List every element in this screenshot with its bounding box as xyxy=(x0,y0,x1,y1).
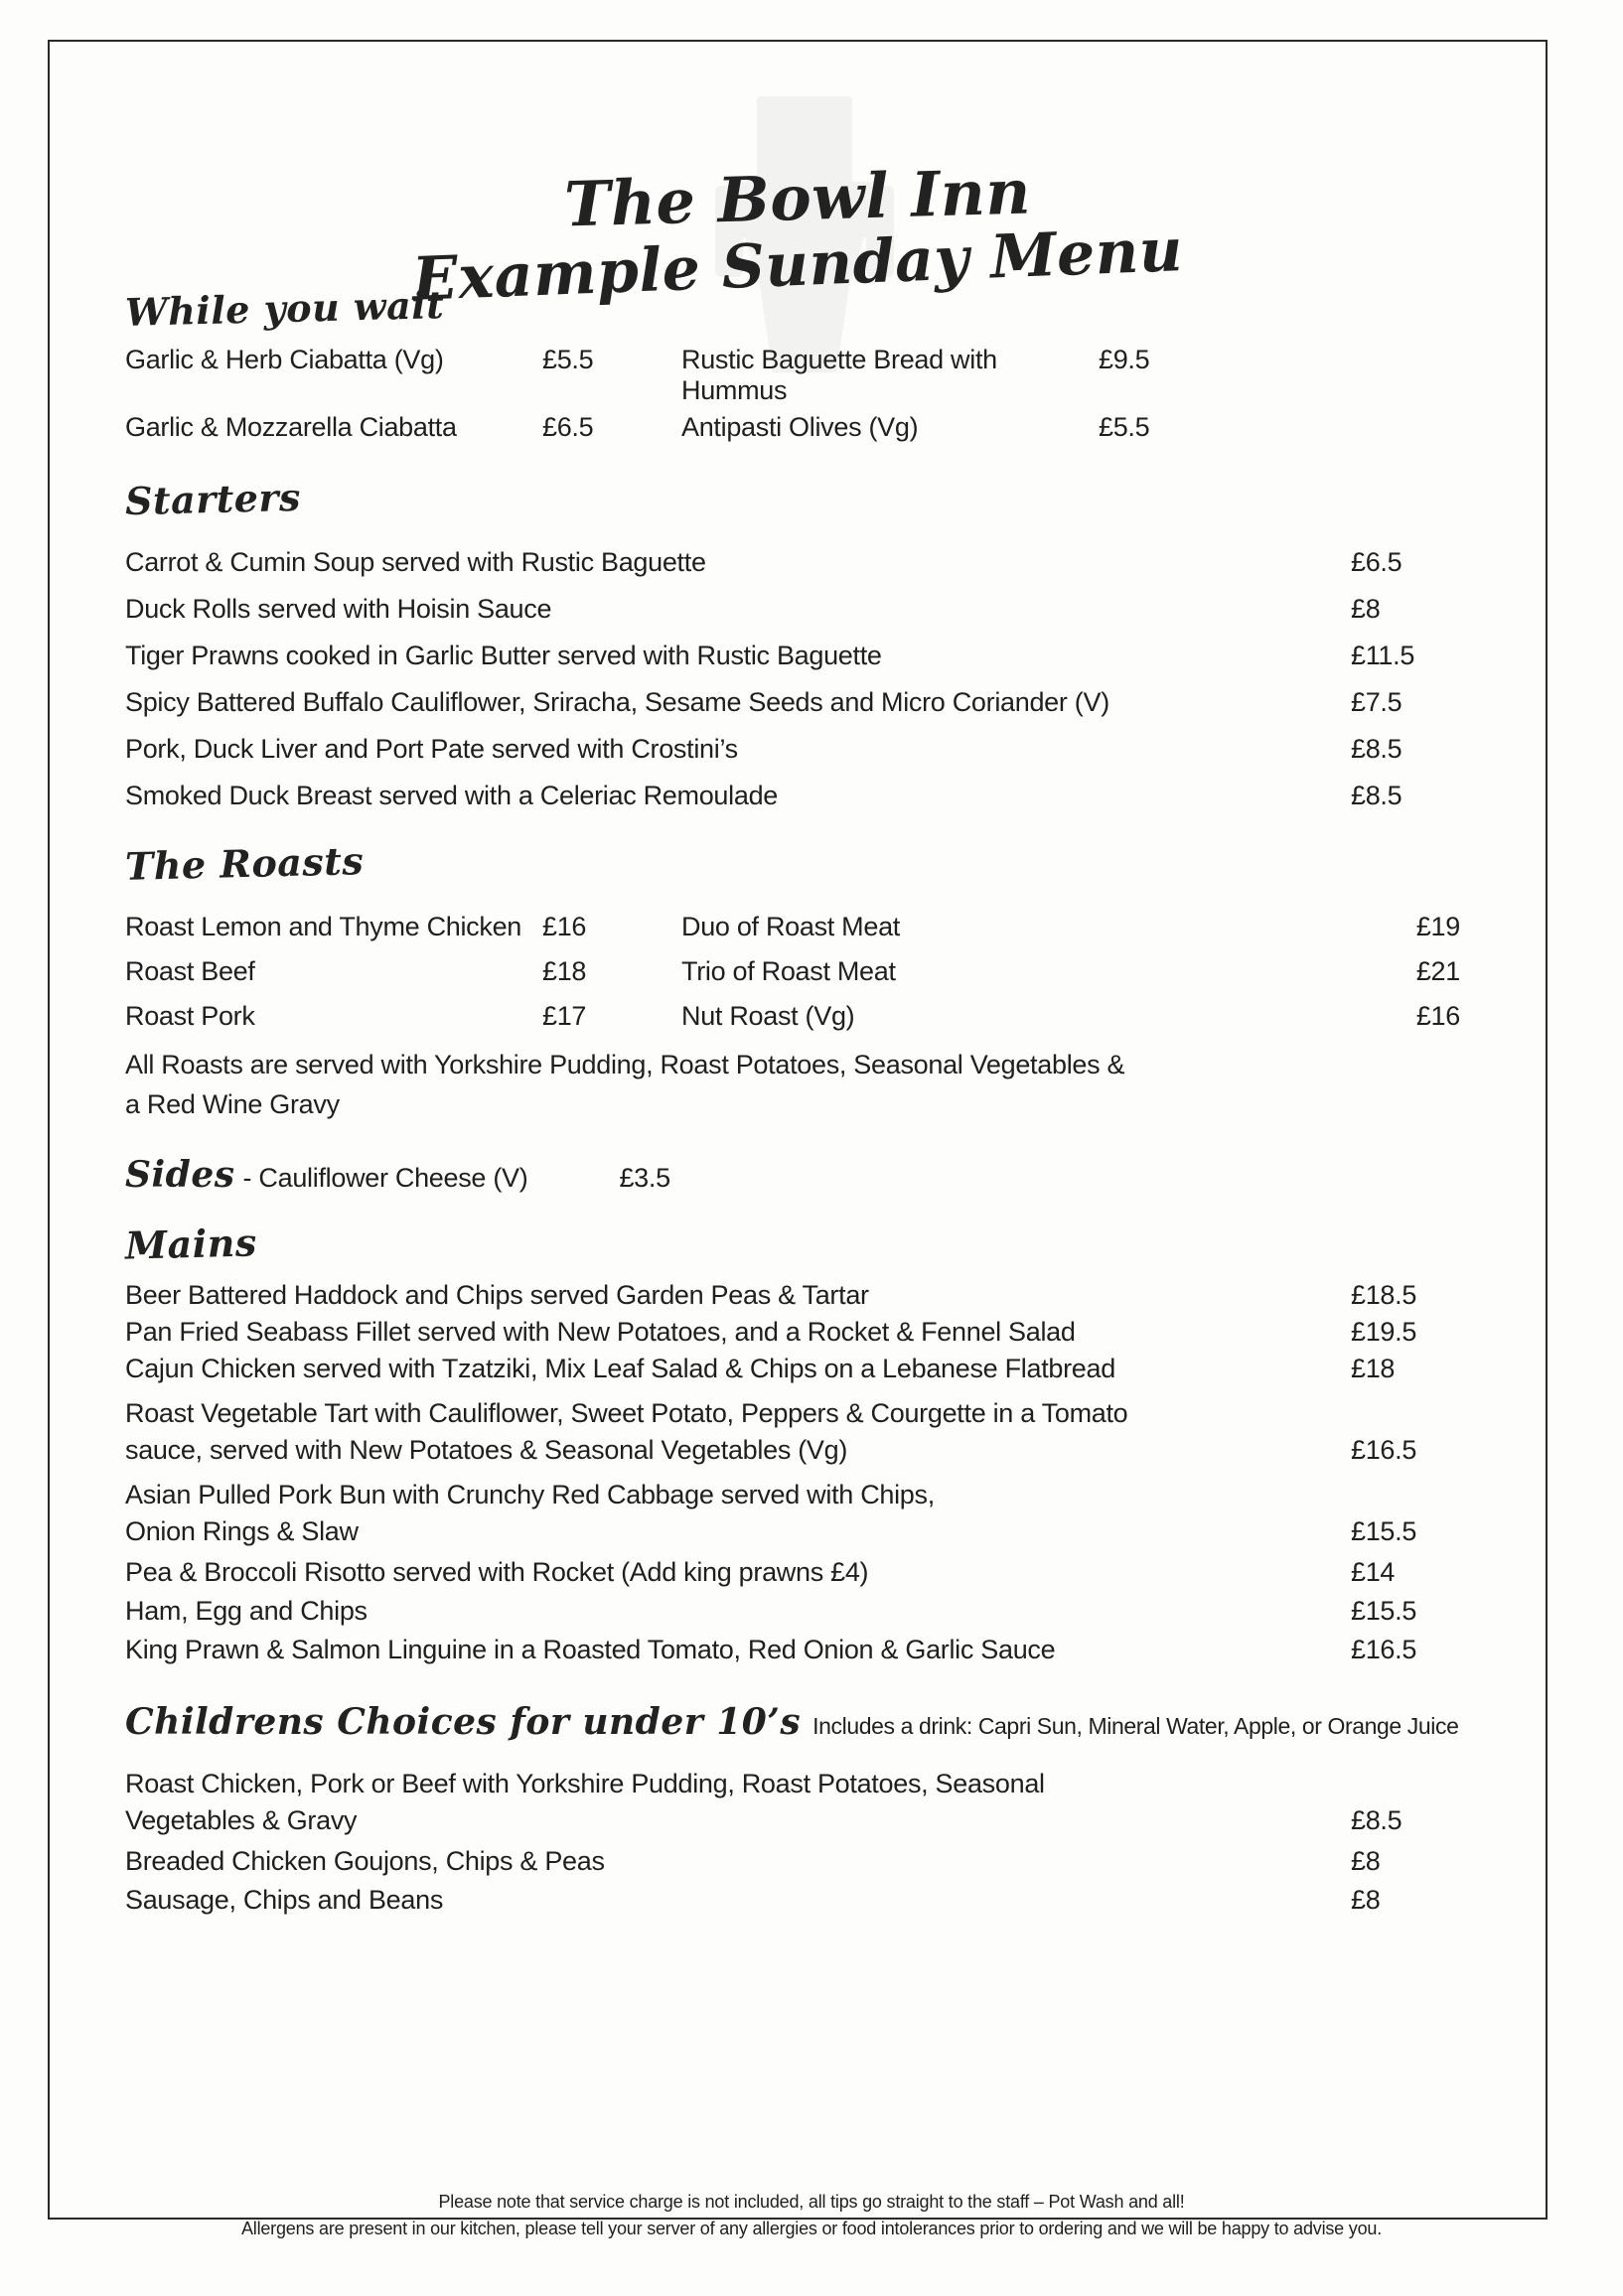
childrens-drink-note: Includes a drink: Capri Sun, Mineral Water, Apple, or Orange Juice xyxy=(812,1712,1459,1739)
menu-item-name: Roast Pork xyxy=(125,1001,255,1032)
menu-item-price: £18 xyxy=(1351,1353,1396,1383)
menu-item-price: £16 xyxy=(542,912,587,942)
menu-row xyxy=(125,641,1470,671)
menu-row xyxy=(125,1557,1470,1588)
section-sides xyxy=(125,1154,1470,1196)
menu-row xyxy=(125,1398,1470,1466)
roasts-note-line-1: All Roasts are served with Yorkshire Pudding, Roast Potatoes, Seasonal Vegetables & xyxy=(125,1050,1125,1080)
menu-item-name: Sausage, Chips and Beans xyxy=(125,1884,444,1915)
sides-line xyxy=(125,1154,1470,1196)
menu-row xyxy=(125,1317,1470,1348)
childrens-heading-line xyxy=(125,1701,1470,1743)
roasts-note xyxy=(125,1046,1470,1123)
menu-row xyxy=(125,1480,1470,1547)
menu-item-line: Roast Vegetable Tart with Cauliflower, Sweet Potato, Peppers & Courgette in a Tomato xyxy=(125,1397,1128,1428)
menu-item-name: Rustic Baguette Bread with Hummus xyxy=(681,345,997,406)
menu-item-price: £14 xyxy=(1351,1556,1396,1587)
section-heading-roasts: The Roasts xyxy=(124,838,365,890)
menu-row xyxy=(125,1885,1470,1916)
menu-item-price: £5.5 xyxy=(542,345,594,375)
section-while-you-wait xyxy=(124,282,1470,443)
menu-row xyxy=(125,1354,1470,1384)
menu-item-price: £8 xyxy=(1351,1884,1381,1915)
menu-item-line: Vegetables & Gravy xyxy=(125,1804,358,1835)
menu-row xyxy=(125,594,1470,625)
menu-item-price: £8.5 xyxy=(1351,1804,1402,1835)
menu-item-price: £8 xyxy=(1351,594,1381,625)
menu-item-name: Ham, Egg and Chips xyxy=(125,1595,368,1626)
menu-item-price: £18.5 xyxy=(1351,1279,1417,1310)
menu-item-price: £9.5 xyxy=(1099,345,1150,375)
roasts-note-line-2: a Red Wine Gravy xyxy=(125,1088,340,1119)
menu-row xyxy=(125,1769,1470,1836)
menu-item-name: Roast Beef xyxy=(125,956,255,987)
menu-item-name: Pork, Duck Liver and Port Pate served with Crostini’s xyxy=(125,734,738,765)
menu-row xyxy=(125,1846,1470,1877)
menu-item-name: Antipasti Olives (Vg) xyxy=(681,412,919,443)
page-title: The Bowl Inn xyxy=(563,155,1032,241)
menu-item-price: £8 xyxy=(1351,1845,1381,1876)
menu-item-price: £16 xyxy=(1415,1001,1460,1032)
menu-item-price: £17 xyxy=(542,1001,587,1032)
menu-item-price: £6.5 xyxy=(542,412,594,443)
menu-item-price: £8.5 xyxy=(1351,781,1402,811)
menu-item-price: £19.5 xyxy=(1351,1316,1417,1347)
menu-item-line: Onion Rings & Slaw xyxy=(125,1515,359,1546)
menu-item-price: £15.5 xyxy=(1351,1595,1417,1626)
menu-item-name: Carrot & Cumin Soup served with Rustic Baguette xyxy=(125,547,706,578)
menu-item-price: £21 xyxy=(1415,956,1460,987)
menu-item-name: Pan Fried Seabass Fillet served with New Potatoes, and a Rocket & Fennel Salad xyxy=(125,1316,1076,1347)
menu-item-line: Roast Chicken, Pork or Beef with Yorkshire Pudding, Roast Potatoes, Seasonal xyxy=(125,1768,1045,1798)
menu-item-name xyxy=(125,1480,1327,1547)
menu-item-name: Garlic & Herb Ciabatta (Vg) xyxy=(125,345,444,375)
section-heading-starters: Starters xyxy=(124,475,302,524)
menu-item-price: £18 xyxy=(542,956,587,987)
section-heading-while-you-wait: While you wait xyxy=(124,282,445,336)
menu-item-name: Garlic & Mozzarella Ciabatta xyxy=(125,412,457,443)
section-heading-mains: Mains xyxy=(124,1220,258,1268)
menu-item-name: Duo of Roast Meat xyxy=(681,912,901,942)
menu-row xyxy=(125,1635,1470,1665)
starters-items xyxy=(125,547,1470,811)
menu-item-name: Cajun Chicken served with Tzatziki, Mix Leaf Salad & Chips on a Lebanese Flatbread xyxy=(125,1353,1115,1383)
menu-item-name: Spicy Battered Buffalo Cauliflower, Sriracha, Sesame Seeds and Micro Coriander (V) xyxy=(125,687,1109,718)
section-heading-childrens: Childrens Choices for under 10’s xyxy=(125,1700,802,1743)
menu-item-price: £5.5 xyxy=(1099,412,1150,443)
page-subtitle: Example Sunday Menu xyxy=(410,215,1185,316)
footer-notes xyxy=(125,2189,1498,2242)
menu-row xyxy=(125,547,1470,578)
menu-item-price: £11.5 xyxy=(1351,641,1415,671)
menu-item-name: Tiger Prawns cooked in Garlic Butter served with Rustic Baguette xyxy=(125,641,882,671)
menu-item-name xyxy=(125,1769,1327,1836)
menu-item-price: £19 xyxy=(1415,912,1460,942)
menu-item-line: sauce, served with New Potatoes & Seasonal Vegetables (Vg) xyxy=(125,1434,848,1465)
menu-item-name xyxy=(125,1398,1327,1466)
menu-row xyxy=(125,687,1470,718)
section-starters xyxy=(125,477,1470,811)
section-roasts xyxy=(124,838,1470,1123)
menu-item-price: £16.5 xyxy=(1351,1434,1417,1465)
menu-row xyxy=(125,734,1470,765)
sides-item-name: - Cauliflower Cheese (V) xyxy=(242,1162,528,1193)
section-mains xyxy=(125,1221,1470,1665)
roasts-items xyxy=(125,912,1470,1032)
footer-line-2: Allergens are present in our kitchen, please tell your server of any allergies or food intolerances prior to ordering and we will be happy to advise you. xyxy=(240,2219,1383,2238)
menu-row xyxy=(125,781,1470,811)
menu-item-name: Beer Battered Haddock and Chips served Garden Peas & Tartar xyxy=(125,1279,869,1310)
menu-item-price: £7.5 xyxy=(1351,687,1402,718)
menu-item-name: Nut Roast (Vg) xyxy=(681,1001,855,1032)
sides-item-price: £3.5 xyxy=(619,1162,670,1193)
menu-item-name: Smoked Duck Breast served with a Celeriac Remoulade xyxy=(125,781,778,811)
childrens-items xyxy=(125,1769,1470,1916)
menu-item-price: £8.5 xyxy=(1351,734,1402,765)
menu-item-name: King Prawn & Salmon Linguine in a Roasted Tomato, Red Onion & Garlic Sauce xyxy=(125,1634,1056,1664)
menu-row xyxy=(125,1596,1470,1627)
footer-line-1: Please note that service charge is not included, all tips go straight to the staff – Pot Wash and all! xyxy=(438,2192,1185,2212)
menu-item-price: £6.5 xyxy=(1351,547,1402,578)
while-you-wait-items xyxy=(125,345,1470,443)
menu-item-name: Trio of Roast Meat xyxy=(681,956,896,987)
menu-item-name: Duck Rolls served with Hoisin Sauce xyxy=(125,594,552,625)
menu-item-line: Asian Pulled Pork Bun with Crunchy Red Cabbage served with Chips, xyxy=(125,1479,935,1509)
menu-item-price: £16.5 xyxy=(1351,1634,1417,1664)
mains-items xyxy=(125,1280,1470,1665)
menu-item-name: Breaded Chicken Goujons, Chips & Peas xyxy=(125,1845,605,1876)
menu-row xyxy=(125,1280,1470,1311)
menu-item-name: Roast Lemon and Thyme Chicken xyxy=(125,912,522,942)
menu-item-price: £15.5 xyxy=(1351,1515,1417,1546)
section-heading-sides: Sides xyxy=(125,1153,235,1196)
section-childrens-choices xyxy=(125,1701,1470,1916)
menu-item-name: Pea & Broccoli Risotto served with Rocket (Add king prawns £4) xyxy=(125,1556,869,1587)
